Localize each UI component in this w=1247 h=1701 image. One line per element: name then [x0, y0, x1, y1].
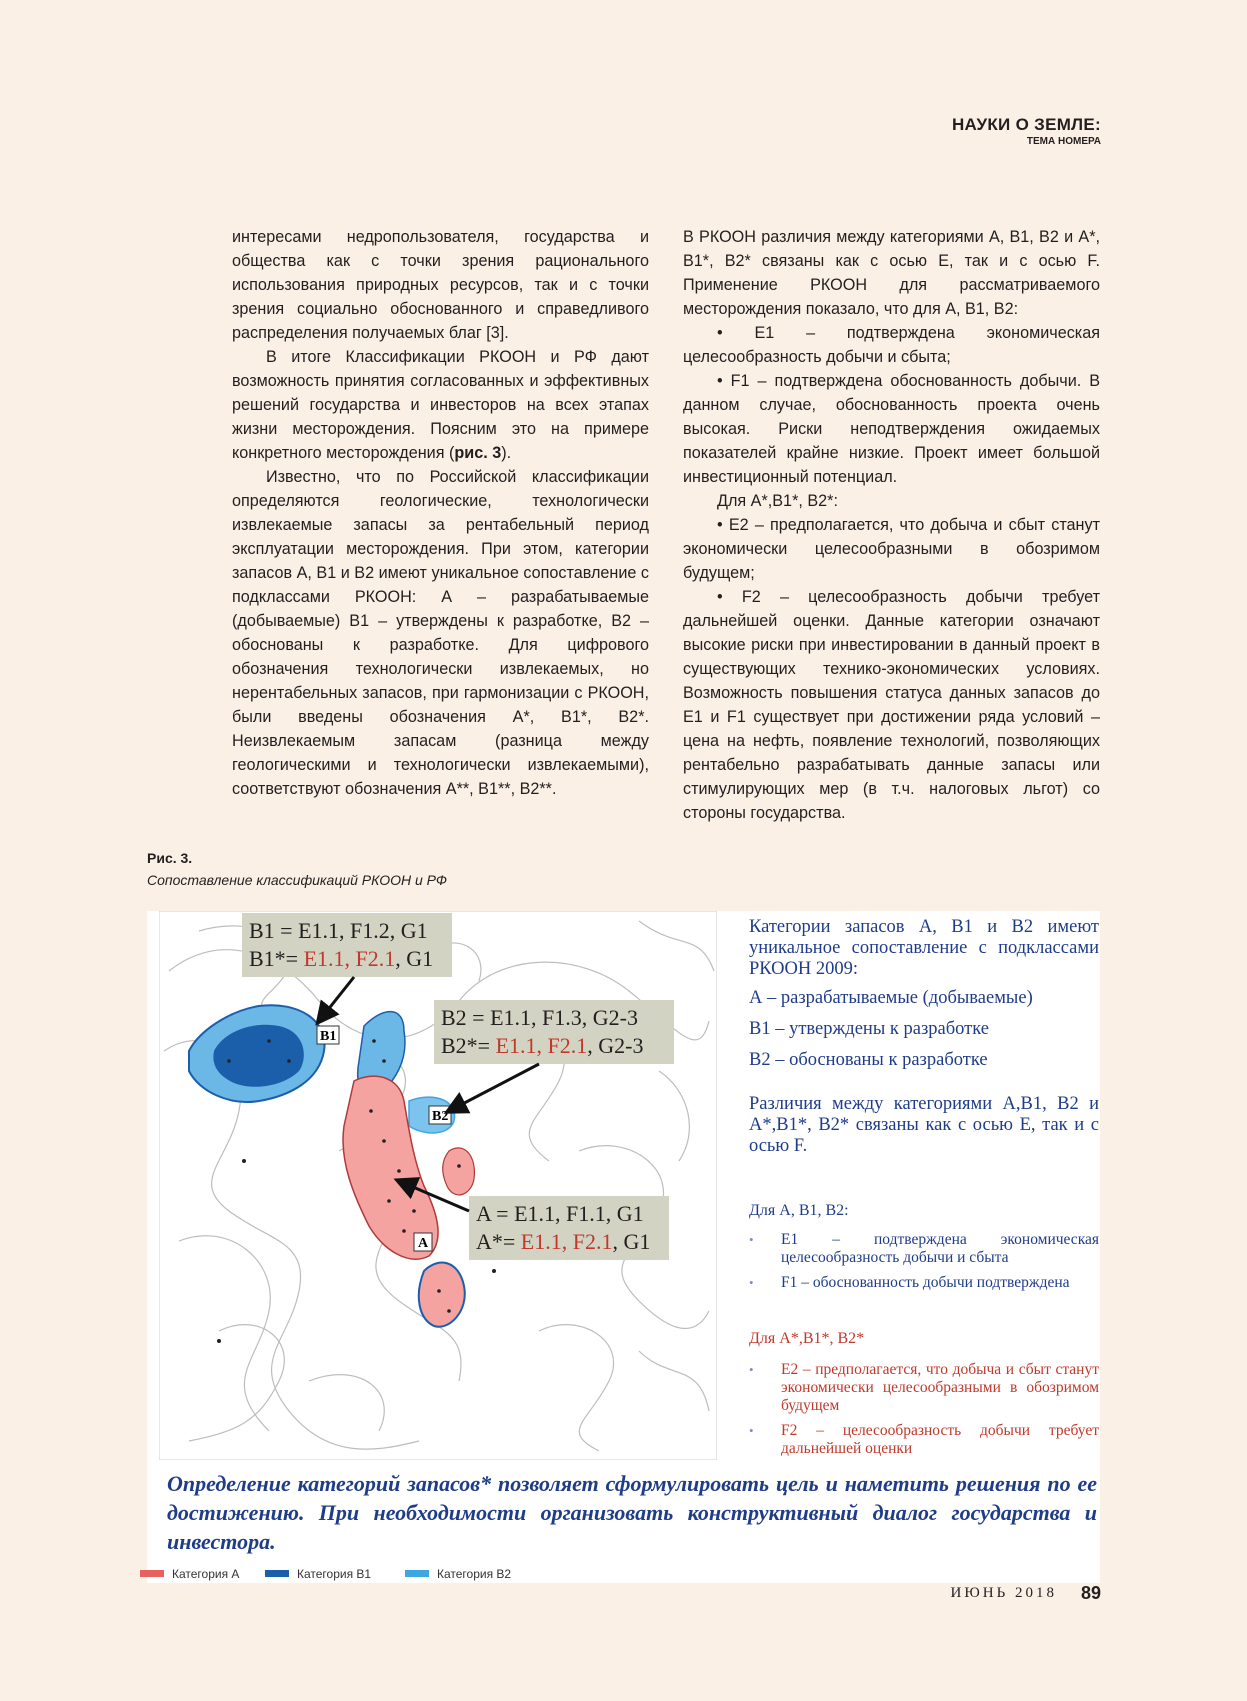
bottom-statement: Определение категорий запасов* позволяет сформулировать цель и наметить решения по ее достижению. При необходимости организовать конструктивный диалог государства и инвестора.	[167, 1471, 1097, 1554]
figure-label: Рис. 3.	[147, 850, 193, 866]
zone-b1-label: B1	[320, 1029, 337, 1044]
paragraph-text: ).	[501, 444, 512, 462]
paragraph: Для А*,В1*, В2*:	[717, 492, 838, 510]
right-b2: В2 – обоснованы к разработке	[749, 1050, 988, 1070]
paragraph	[232, 345, 649, 465]
zone-a-label: A	[418, 1236, 429, 1251]
right-diff: Различия между категориями А,В1, В2 и А*,В1*, В2* связаны как с осью Е, так и с осью F.	[749, 1094, 1099, 1156]
zone-a-area	[443, 1148, 475, 1195]
figure-reference: рис. 3	[454, 444, 502, 462]
paragraph: • F1 – подтверждена обоснованность добычи. В данном случае, обоснованность проекта очень высокая. Риски неподтверждения ожидаемых показателей крайне низкие. Проект имеет большой инвестиционный потенциал.	[683, 372, 1100, 486]
paragraph-text: В итоге Классификации РКООН и РФ дают возможность принятия согласованных и эффективных решений государства и инвесторов на всех этапах жизни месторождения. Поясним это на примере конкретного месторождения (	[232, 348, 649, 462]
right-for-star: Для А*,В1*, В2*	[749, 1330, 865, 1347]
legend-swatch	[140, 1570, 164, 1577]
zone-b2-label: B2	[432, 1109, 449, 1124]
footer-date: ИЮНЬ 2018	[950, 1585, 1057, 1601]
figure: B1 B2 A B1 = E1.1, F1.2, G1 B1*= E1.1, F2.1, G1 B2 = E1.1, F1.3, G2-3 B2*= E1.1, F2.1, G2-3 A = E1.1, F1.1, G1 A*= E1.1, F2.1, G1 Категории запасов А, В1 и В2 имеют уникальное сопоставление с подклассами РКООН 2009: А – разрабатываемые (добываемые) В1 – утверждены к разработке В2 – обоснованы к разработке Различия между категориями А,В1, В2 и А*,В1*, В2* связаны как с осью Е, так и с осью F. Для А, В1, В2: • Е1 – подтверждена экономическая целесообразность добычи и сбыта • F1 – обоснованность добычи подтверждена Для А*,В1*, В2* • Е2 – предполагается, что добыча и сбыт станут экономически целесообразными в обозримом будущем • F2 – целесообразность добычи требует дальнейшей оценки Определение категорий запасов* позволяет сформулировать цель и наметить решения по ее достижению. При необходимости организовать конструктивный диалог государства и инвестора. Категория А Категория В1 Категория В2	[147, 911, 1100, 1583]
legend-swatch	[405, 1570, 429, 1577]
right-b1: В1 – утверждены к разработке	[749, 1019, 989, 1039]
right-intro: Категории запасов А, В1 и В2 имеют уникальное сопоставление с подклассами РКООН 2009:	[749, 917, 1099, 979]
legend-swatch	[265, 1570, 289, 1577]
a-formula: A = E1.1, F1.1, G1	[476, 1201, 644, 1226]
b2-formula: B2 = E1.1, F1.3, G2-3	[441, 1005, 638, 1030]
paragraph: • Е2 – предполагается, что добыча и сбыт станут экономически целесообразными в обозримом будущем;	[683, 516, 1100, 582]
header-subtitle: ТЕМА НОМЕРА	[1026, 136, 1101, 147]
paragraph: интересами недропользователя, государства и общества как с точки зрения рационального использования природных ресурсов, так и с точки зрения социально обоснованного и справедливого распределения получаемых благ [3].	[232, 228, 649, 342]
deposit-map	[159, 911, 717, 1460]
right-a: А – разрабатываемые (добываемые)	[749, 988, 1033, 1008]
page-number: 89	[1080, 1583, 1101, 1603]
b1-star-formula: B1*= E1.1, F2.1, G1	[249, 946, 434, 971]
paragraph: В РКООН различия между категориями А, В1, В2 и А*, В1*, В2* связаны как с осью Е, так и с осью F. Применение РКООН для рассматриваемого месторождения показало, что для А, В1, В2:	[683, 228, 1100, 318]
b2-star-formula: B2*= E1.1, F2.1, G2-3	[441, 1033, 644, 1058]
bullet-f1: • F1 – обоснованность добычи подтверждена	[749, 1274, 1070, 1291]
header-title: НАУКИ О ЗЕМЛЕ:	[951, 115, 1101, 134]
bullet-f2: • F2 – целесообразность добычи требует дальнейшей оценки	[749, 1422, 1099, 1457]
bullet-e2: • Е2 – предполагается, что добыча и сбыт станут экономически целесообразными в обозримом будущем	[749, 1361, 1099, 1414]
right-for-abc: Для А, В1, В2:	[749, 1202, 849, 1219]
right-column	[683, 225, 1100, 825]
b1-formula: B1 = E1.1, F1.2, G1	[249, 918, 428, 943]
figure-caption: Сопоставление классификаций РКООН и РФ	[147, 872, 447, 888]
a-star-formula: A*= E1.1, F2.1, G1	[476, 1229, 651, 1254]
bullet-e1: • Е1 – подтверждена экономическая целесообразность добычи и сбыта	[749, 1231, 1099, 1266]
paragraph: • Е1 – подтверждена экономическая целесообразность добычи и сбыта;	[683, 324, 1100, 366]
left-column	[232, 225, 649, 801]
paragraph: Известно, что по Российской классификации определяются геологические, технологически извлекаемые запасы за рентабельный период эксплуатации месторождения. При этом, категории запасов А, В1 и В2 имеют уникальное сопоставление с подклассами РКООН: А – разрабатываемые (добываемые) В1 – утверждены к разработке, В2 – обоснованы к разработке. Для цифрового обозначения технологически извлекаемых, но нерентабельных запасов, при гармонизации с РКООН, были введены обозначения А*, В1*, В2*. Неизвлекаемым запасам (разница между геологическими и технологически извлекаемыми), соответствуют обозначения А**, В1**, В2**.	[232, 468, 649, 798]
paragraph: • F2 – целесообразность добычи требует дальнейшей оценки. Данные категории означают высокие риски при инвестировании в данный проект в существующих технико-экономических условиях. Возможность повышения статуса данных запасов до Е1 и F1 существует при достижении ряда условий – цена на нефть, появление технологий, позволяющих рентабельно разрабатывать данные запасы или стимулирующих мер (в т.ч. налоговых льгот) со стороны государства.	[683, 588, 1100, 822]
